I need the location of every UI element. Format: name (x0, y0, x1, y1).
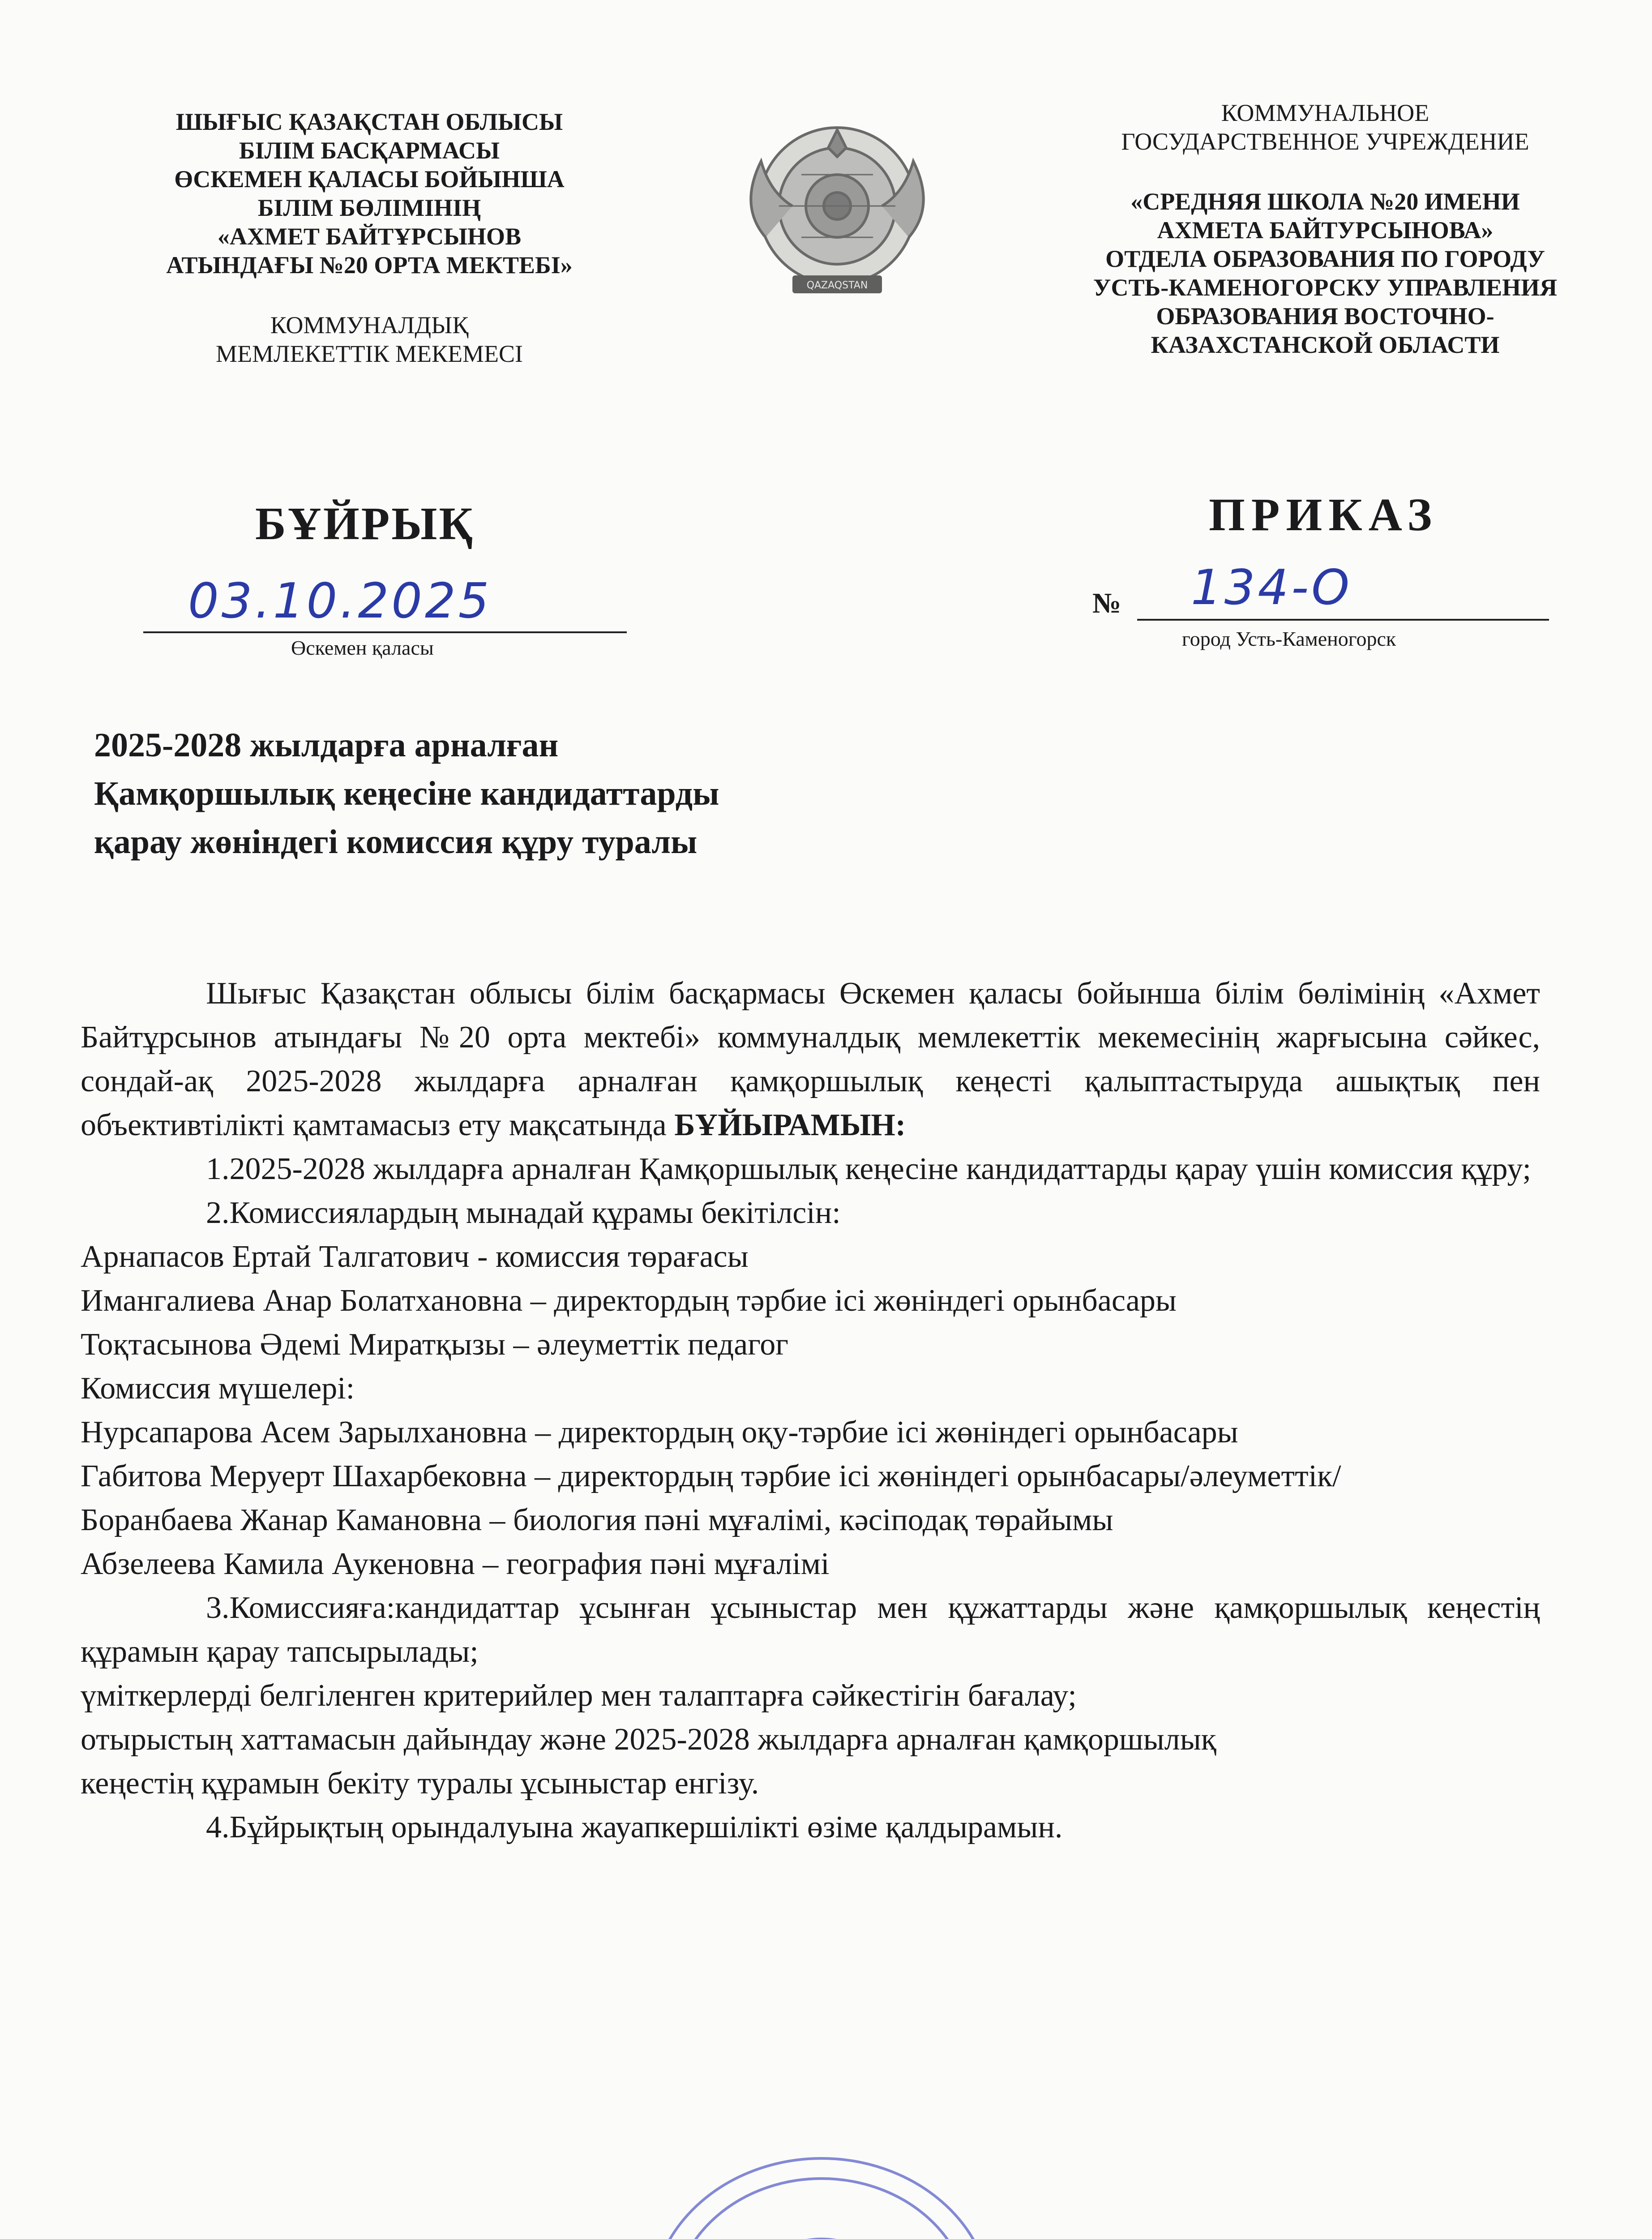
intro-text: Шығыс Қазақстан облысы білім басқармасы Өскемен қаласы бойынша білім бөлімінің «Ахмет Байтұрсынов атындағы №20 орта мектебі» коммуналдық мемлекеттік мекемесінің жарғысына сәйкес, сондай-ақ 2025-2028 жылдарға арналған қамқоршылық кеңесті қалыптастыруда ашықтық пен объективтілікті қамтамасыз ету мақсатында (81, 976, 1540, 1142)
item-4: 4.Бұйрықтың орындалуына жауапкершілікті өзіме қалдырамын. (206, 1810, 1063, 1844)
order-subject (94, 721, 719, 866)
header-left-sub-line: КОММУНАЛДЫҚ (270, 312, 469, 339)
city-russian: город Усть-Каменогорск (1182, 627, 1396, 650)
official-stamp-icon (645, 2149, 998, 2239)
item-3-part: үміткерлерді белгіленген критерийлер мен талаптарға сәйкестігін бағалау; (81, 1678, 1077, 1713)
item-2: 2.Комиссиялардың мынадай құрамы бекітілсін: (206, 1196, 841, 1230)
header-left-line: АТЫНДАҒЫ №20 ОРТА МЕКТЕБІ» (166, 252, 573, 279)
title-russian: ПРИКАЗ (1209, 489, 1438, 540)
header-right-line: АХМЕТА БАЙТУРСЫНОВА» (1157, 217, 1494, 244)
commission-deputy: Имангалиева Анар Болатхановна – директордың тәрбие ісі жөніндегі орынбасары (81, 1283, 1177, 1318)
director-signature-icon (743, 2230, 886, 2239)
order-date: 03.10.2025 (188, 573, 492, 629)
header-left-sub-line: МЕМЛЕКЕТТІК МЕКЕМЕСІ (215, 340, 523, 367)
header-left-line: БІЛІМ БӨЛІМІНІҢ (257, 194, 481, 221)
header-left-line: ӨСКЕМЕН ҚАЛАСЫ БОЙЫНША (174, 166, 565, 193)
number-underline (1137, 619, 1549, 621)
header-left-line: БІЛІМ БАСҚАРМАСЫ (239, 137, 500, 164)
header-right-line: ОТДЕЛА ОБРАЗОВАНИЯ ПО ГОРОДУ (1105, 245, 1545, 272)
header-right-line: ОБРАЗОВАНИЯ ВОСТОЧНО- (1156, 303, 1494, 330)
item-1: 1.2025-2028 жылдарға арналған Қамқоршылық кеңесіне кандидаттарды қарау үшін комиссия құру; (206, 1152, 1532, 1186)
header-right-line: «СРЕДНЯЯ ШКОЛА №20 ИМЕНИ (1130, 188, 1520, 215)
order-body (54, 972, 1540, 1849)
header-left-subtitle (90, 311, 649, 368)
commission-member: Габитова Меруерт Шахарбековна – директордың тәрбие ісі жөніндегі орынбасары/әлеуметтік/ (81, 1459, 1341, 1493)
item-3-part: кеңестің құрамын бекіту туралы ұсыныстар енгізу. (81, 1766, 759, 1801)
item-3-part: отырыстың хаттамасын дайындау және 2025-2028 жылдарға арналған қамқоршылық (81, 1722, 1216, 1757)
header-right-sub-line: ГОСУДАРСТВЕННОЕ УЧРЕЖДЕНИЕ (1121, 128, 1529, 155)
commission-chair: Арнапасов Ертай Талгатович - комиссия төрағасы (81, 1240, 749, 1274)
subject-line: қарау жөніндегі комиссия құру туралы (94, 823, 698, 861)
header-right-org (1012, 187, 1639, 359)
intro-command: БҰЙЫРАМЫН: (674, 1108, 906, 1142)
header-right-sub-line: КОММУНАЛЬНОЕ (1221, 99, 1429, 126)
header-left-line: ШЫҒЫС ҚАЗАҚСТАН ОБЛЫСЫ (175, 108, 563, 135)
city-kazakh: Өскемен қаласы (291, 636, 434, 659)
header-right-subtitle (1012, 99, 1639, 156)
commission-deputy: Тоқтасынова Әдемі Миратқызы – әлеуметтік педагог (81, 1327, 788, 1362)
header-left-line: «АХМЕТ БАЙТҰРСЫНОВ (217, 223, 522, 250)
header-right-line: КАЗАХСТАНСКОЙ ОБЛАСТИ (1151, 331, 1500, 358)
subject-line: Қамқоршылық кеңесіне кандидаттарды (94, 775, 719, 812)
header-left-kazakh (90, 107, 649, 368)
header-right-russian (1012, 99, 1639, 359)
subject-line: 2025-2028 жылдарға арналған (94, 726, 559, 764)
order-number: 134-О (1191, 560, 1352, 616)
commission-member: Нурсапарова Асем Зарылхановна – директордың оқу-тәрбие ісі жөніндегі орынбасары (81, 1415, 1238, 1450)
date-underline (143, 631, 627, 633)
order-number-label: № (1092, 587, 1121, 619)
item-3: 3.Комиссияға:кандидаттар ұсынған ұсыныстар мен құжаттарды және қамқоршылық кеңестің құрамын қарау тапсырылады; (81, 1591, 1540, 1669)
emblem-banner-text: QAZAQSTAN (806, 280, 868, 291)
header-right-line: УСТЬ-КАМЕНОГОРСКУ УПРАВЛЕНИЯ (1093, 274, 1558, 301)
members-label: Комиссия мүшелері: (81, 1371, 355, 1406)
title-kazakh: БҰЙРЫҚ (255, 498, 475, 549)
state-emblem-icon (712, 121, 963, 318)
body-intro (54, 972, 1540, 1147)
commission-member: Абзелеева Камила Аукеновна – география пәні мұғалімі (81, 1547, 830, 1581)
commission-member: Боранбаева Жанар Камановна – биология пәні мұғалімі, кәсіподақ төрайымы (81, 1503, 1113, 1537)
